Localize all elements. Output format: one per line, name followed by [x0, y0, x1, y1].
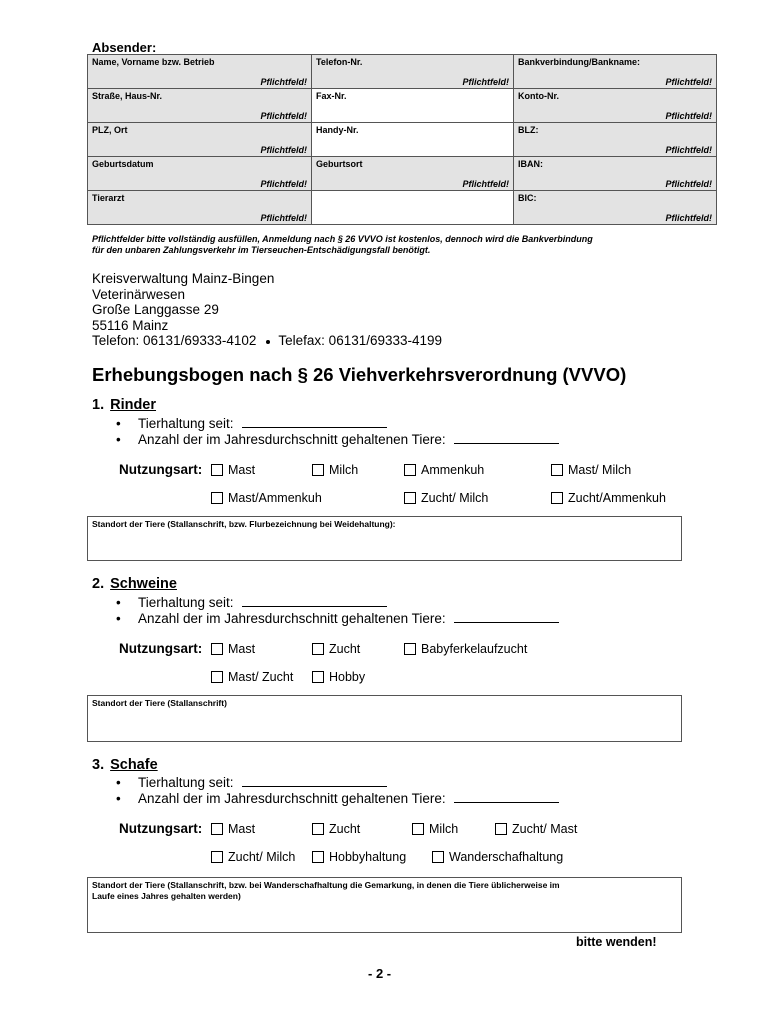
mobile-field[interactable] — [312, 123, 514, 157]
usage-label: Nutzungsart: — [119, 821, 203, 836]
checkbox-icon — [495, 823, 507, 835]
location-label: Standort der Tiere (Stallanschrift, bzw. bei Wanderschafhaltung die Gemarkung, in denen die Tiere üblicherweise im Laufe eines Jahres gehalten werden) — [92, 880, 560, 901]
blz-field[interactable] — [514, 123, 717, 157]
recipient-address — [92, 271, 442, 349]
field-label: PLZ, Ort — [92, 125, 128, 135]
checkbox-mast-milch[interactable]: Mast/ Milch — [551, 463, 631, 477]
checkbox-icon — [412, 823, 424, 835]
section-heading-schweine: 2. Schweine — [92, 576, 177, 592]
checkbox-icon — [211, 464, 223, 476]
birthplace-field[interactable] — [312, 157, 514, 191]
account-number-field[interactable] — [514, 89, 717, 123]
checkbox-icon — [432, 851, 444, 863]
checkbox-milch[interactable]: Milch — [412, 822, 458, 836]
since-line: • Tierhaltung seit: — [116, 415, 387, 431]
count-line: • Anzahl der im Jahresdurchschnitt gehaltenen Tiere: — [116, 431, 559, 447]
checkbox-mast-zucht[interactable]: Mast/ Zucht — [211, 670, 293, 684]
checkbox-icon — [211, 492, 223, 504]
field-label: Telefon-Nr. — [316, 57, 363, 67]
field-label: Tierarzt — [92, 193, 125, 203]
birthdate-field[interactable] — [88, 157, 312, 191]
since-input[interactable] — [242, 774, 387, 787]
field-label: Bankverbindung/Bankname: — [518, 57, 641, 67]
count-input[interactable] — [454, 790, 559, 803]
required-marker: Pflichtfeld! — [260, 145, 307, 155]
field-label: BIC: — [518, 193, 537, 203]
checkbox-milch[interactable]: Milch — [312, 463, 358, 477]
field-label: Handy-Nr. — [316, 125, 359, 135]
field-label: Geburtsort — [316, 159, 363, 169]
count-input[interactable] — [454, 610, 559, 623]
bank-name-field[interactable] — [514, 55, 717, 89]
checkbox-mast[interactable]: Mast — [211, 642, 255, 656]
checkbox-icon — [312, 823, 324, 835]
count-line: • Anzahl der im Jahresdurchschnitt gehaltenen Tiere: — [116, 610, 559, 626]
form-title: Erhebungsbogen nach § 26 Viehverkehrsverordnung (VVVO) — [92, 364, 627, 385]
bullet-icon — [266, 340, 270, 344]
section-heading-schafe: 3. Schafe — [92, 757, 158, 773]
usage-label: Nutzungsart: — [119, 641, 203, 656]
required-fields-note: Pflichtfelder bitte vollständig ausfüllen, Anmeldung nach § 26 VVVO ist kostenlos, dennoch wird die Bankverbindung für den unbaren Zahlungsverkehr im Tierseuchen-Entschädigungsfall benötigt. — [92, 234, 593, 255]
required-marker: Pflichtfeld! — [665, 77, 712, 87]
fax-field[interactable] — [312, 89, 514, 123]
usage-label: Nutzungsart: — [119, 462, 203, 477]
field-label: Name, Vorname bzw. Betrieb — [92, 57, 215, 67]
checkbox-ammenkuh[interactable]: Ammenkuh — [404, 463, 484, 477]
name-field[interactable] — [88, 55, 312, 89]
required-marker: Pflichtfeld! — [665, 213, 712, 223]
checkbox-zucht[interactable]: Zucht — [312, 642, 360, 656]
since-line: • Tierhaltung seit: — [116, 774, 387, 790]
vet-field[interactable] — [88, 191, 312, 225]
page-number: - 2 - — [368, 966, 392, 981]
required-marker: Pflichtfeld! — [665, 111, 712, 121]
address-line: Große Langgasse 29 — [92, 302, 219, 318]
count-line: • Anzahl der im Jahresdurchschnitt gehaltenen Tiere: — [116, 790, 559, 806]
required-marker: Pflichtfeld! — [462, 179, 509, 189]
since-input[interactable] — [242, 594, 387, 607]
section-heading-rinder: 1. Rinder — [92, 397, 157, 413]
address-line: Kreisverwaltung Mainz-Bingen — [92, 271, 275, 286]
field-label: Straße, Haus-Nr. — [92, 91, 163, 101]
checkbox-zucht[interactable]: Zucht — [312, 822, 360, 836]
since-line: • Tierhaltung seit: — [116, 594, 387, 610]
required-marker: Pflichtfeld! — [260, 111, 307, 121]
required-marker: Pflichtfeld! — [260, 213, 307, 223]
field-label: BLZ: — [518, 125, 539, 135]
since-input[interactable] — [242, 415, 387, 428]
checkbox-zucht-milch[interactable]: Zucht/ Milch — [211, 850, 295, 864]
checkbox-icon — [312, 671, 324, 683]
checkbox-icon — [312, 851, 324, 863]
checkbox-zucht-ammenkuh[interactable]: Zucht/Ammenkuh — [551, 491, 666, 505]
street-field[interactable] — [88, 89, 312, 123]
location-field[interactable] — [87, 695, 682, 742]
sender-title: Absender: — [92, 40, 157, 55]
fax-number: Telefax: 06131/69333-4199 — [278, 333, 443, 349]
checkbox-mast-ammenkuh[interactable]: Mast/Ammenkuh — [211, 491, 322, 505]
checkbox-zucht-mast[interactable]: Zucht/ Mast — [495, 822, 577, 836]
count-input[interactable] — [454, 431, 559, 444]
checkbox-icon — [211, 851, 223, 863]
checkbox-icon — [404, 492, 416, 504]
checkbox-icon — [551, 492, 563, 504]
bic-field[interactable] — [514, 191, 717, 225]
checkbox-icon — [211, 823, 223, 835]
checkbox-icon — [312, 643, 324, 655]
field-label: Geburtsdatum — [92, 159, 154, 169]
checkbox-wanderschafhaltung[interactable]: Wanderschafhaltung — [432, 850, 563, 864]
iban-field[interactable] — [514, 157, 717, 191]
location-label: Standort der Tiere (Stallanschrift, bzw. Flurbezeichnung bei Weidehaltung): — [92, 519, 396, 529]
required-marker: Pflichtfeld! — [665, 145, 712, 155]
checkbox-icon — [404, 464, 416, 476]
address-line: Veterinärwesen — [92, 286, 186, 302]
checkbox-icon — [551, 464, 563, 476]
empty-cell — [312, 191, 514, 225]
phone-field[interactable] — [312, 55, 514, 89]
checkbox-icon — [404, 643, 416, 655]
required-marker: Pflichtfeld! — [462, 77, 509, 87]
turn-over-note: bitte wenden! — [576, 935, 657, 949]
location-field[interactable] — [87, 516, 682, 561]
required-marker: Pflichtfeld! — [260, 77, 307, 87]
checkbox-babyferkelaufzucht[interactable]: Babyferkelaufzucht — [404, 642, 527, 656]
checkbox-zucht-milch[interactable]: Zucht/ Milch — [404, 491, 488, 505]
checkbox-icon — [211, 671, 223, 683]
postal-city-field[interactable] — [88, 123, 312, 157]
address-line: 55116 Mainz — [92, 317, 169, 333]
checkbox-hobbyhaltung[interactable]: Hobbyhaltung — [312, 850, 406, 864]
required-marker: Pflichtfeld! — [260, 179, 307, 189]
checkbox-icon — [312, 464, 324, 476]
phone-number: Telefon: 06131/69333-4102 — [92, 333, 257, 349]
field-label: Konto-Nr. — [518, 91, 559, 101]
field-label: Fax-Nr. — [316, 91, 347, 101]
contact-line — [92, 333, 442, 349]
checkbox-hobby[interactable]: Hobby — [312, 670, 365, 684]
required-marker: Pflichtfeld! — [665, 179, 712, 189]
checkbox-mast[interactable]: Mast — [211, 822, 255, 836]
location-field[interactable] — [87, 877, 682, 933]
location-label: Standort der Tiere (Stallanschrift) — [92, 698, 227, 708]
sender-table — [87, 54, 717, 225]
field-label: IBAN: — [518, 159, 543, 169]
checkbox-icon — [211, 643, 223, 655]
checkbox-mast[interactable]: Mast — [211, 463, 255, 477]
